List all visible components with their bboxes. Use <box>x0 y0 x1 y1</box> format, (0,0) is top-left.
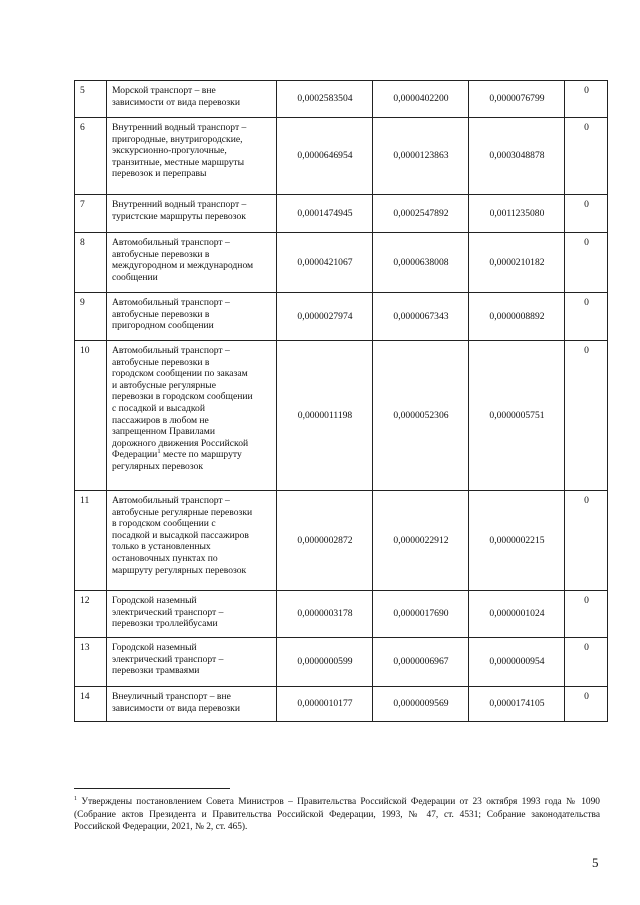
indicator-value-1: 0,0000421067 <box>277 233 373 293</box>
row-number: 11 <box>75 491 107 591</box>
table-row <box>75 638 608 687</box>
table-row <box>75 341 608 491</box>
indicator-value-1: 0,0000000599 <box>277 638 373 687</box>
footnote-reference: 1 <box>157 448 161 456</box>
transport-type: Внутренний водный транспорт – пригородные, внутригородские, экскурсионно-прогулочные, транзитные, местные маршруты перевозок и переправы <box>107 118 277 195</box>
indicator-value-3: 0,0000002215 <box>469 491 565 591</box>
indicator-value-3: 0,0000210182 <box>469 233 565 293</box>
indicator-value-4: 0 <box>565 687 608 722</box>
indicator-value-2: 0,0000067343 <box>373 293 469 341</box>
indicator-value-2: 0,0000006967 <box>373 638 469 687</box>
footnote-separator <box>74 788 230 789</box>
transport-type: Морской транспорт – вне зависимости от вида перевозки <box>107 81 277 118</box>
indicator-value-3: 0,0000000954 <box>469 638 565 687</box>
table-row <box>75 293 608 341</box>
indicator-value-3: 0,0000008892 <box>469 293 565 341</box>
indicator-value-3: 0,0000001024 <box>469 591 565 638</box>
row-number: 14 <box>75 687 107 722</box>
row-number: 12 <box>75 591 107 638</box>
footnote-text: Утверждены постановлением Совета Министров – Правительства Российской Федерации от 23 октября 1993 года № 1090 (Собрание актов Президента и Правительства Российской Федерации, 1993, № 47, ст. 4531; Собрание законодательства Российской Федерации, 2021, № 2, ст. 465). <box>74 797 600 833</box>
transport-type <box>107 341 277 491</box>
table-row <box>75 118 608 195</box>
footnote <box>74 796 600 834</box>
transport-type: Автомобильный транспорт – автобусные перевозки в междугородном и международном сообщении <box>107 233 277 293</box>
indicator-value-4: 0 <box>565 591 608 638</box>
indicator-value-1: 0,0002583504 <box>277 81 373 118</box>
indicator-value-1: 0,0000010177 <box>277 687 373 722</box>
table-row <box>75 195 608 233</box>
indicator-value-1: 0,0000646954 <box>277 118 373 195</box>
indicator-value-3: 0,0003048878 <box>469 118 565 195</box>
indicator-value-2: 0,0000402200 <box>373 81 469 118</box>
transport-type: Автомобильный транспорт – автобусные регулярные перевозки в городском сообщении с посадкой и высадкой пассажиров только в установленных остановочных пунктах по маршруту регулярных перевозок <box>107 491 277 591</box>
transport-type: Автомобильный транспорт – автобусные перевозки в пригородном сообщении <box>107 293 277 341</box>
row-number: 13 <box>75 638 107 687</box>
indicator-value-1: 0,0000011198 <box>277 341 373 491</box>
indicator-value-3: 0,0000076799 <box>469 81 565 118</box>
indicator-value-4: 0 <box>565 118 608 195</box>
transport-type: Городской наземный электрический транспорт – перевозки трамваями <box>107 638 277 687</box>
table-row <box>75 491 608 591</box>
page-number: 5 <box>592 855 599 870</box>
table-row <box>75 233 608 293</box>
indicator-value-4: 0 <box>565 638 608 687</box>
indicator-value-4: 0 <box>565 293 608 341</box>
row-number: 9 <box>75 293 107 341</box>
table-body <box>75 81 608 722</box>
indicator-value-2: 0,0000052306 <box>373 341 469 491</box>
indicator-value-2: 0,0002547892 <box>373 195 469 233</box>
indicator-value-4: 0 <box>565 341 608 491</box>
indicator-value-2: 0,0000017690 <box>373 591 469 638</box>
transport-type: Внутренний водный транспорт – туристские маршруты перевозок <box>107 195 277 233</box>
indicator-value-1: 0,0000027974 <box>277 293 373 341</box>
table-row <box>75 81 608 118</box>
indicator-value-2: 0,0000638008 <box>373 233 469 293</box>
footnote-marker: 1 <box>74 795 77 802</box>
indicator-value-4: 0 <box>565 233 608 293</box>
indicator-value-2: 0,0000009569 <box>373 687 469 722</box>
transport-type-text-continued: месте по маршруту регулярных перевозок <box>112 449 242 472</box>
table-row <box>75 687 608 722</box>
indicator-value-1: 0,0001474945 <box>277 195 373 233</box>
transport-type-text: Автомобильный транспорт – автобусные перевозки в городском сообщении по заказам и автобусные регулярные перевозки в городском сообщении с посадкой и высадкой пассажиров в любом не запрещенном Правилами дорожного движения Российской Федерации <box>112 345 253 461</box>
indicator-value-3: 0,0000174105 <box>469 687 565 722</box>
transport-type: Городской наземный электрический транспорт – перевозки троллейбусами <box>107 591 277 638</box>
indicator-value-4: 0 <box>565 81 608 118</box>
indicator-value-2: 0,0000123863 <box>373 118 469 195</box>
indicator-value-4: 0 <box>565 491 608 591</box>
indicator-value-1: 0,0000002872 <box>277 491 373 591</box>
indicator-value-1: 0,0000003178 <box>277 591 373 638</box>
row-number: 8 <box>75 233 107 293</box>
row-number: 10 <box>75 341 107 491</box>
indicator-value-3: 0,0000005751 <box>469 341 565 491</box>
table-row <box>75 591 608 638</box>
row-number: 5 <box>75 81 107 118</box>
indicator-value-3: 0,0011235080 <box>469 195 565 233</box>
row-number: 6 <box>75 118 107 195</box>
row-number: 7 <box>75 195 107 233</box>
indicator-value-4: 0 <box>565 195 608 233</box>
indicator-value-2: 0,0000022912 <box>373 491 469 591</box>
transport-type: Внеуличный транспорт – вне зависимости от вида перевозки <box>107 687 277 722</box>
risk-indicators-table <box>74 80 608 722</box>
